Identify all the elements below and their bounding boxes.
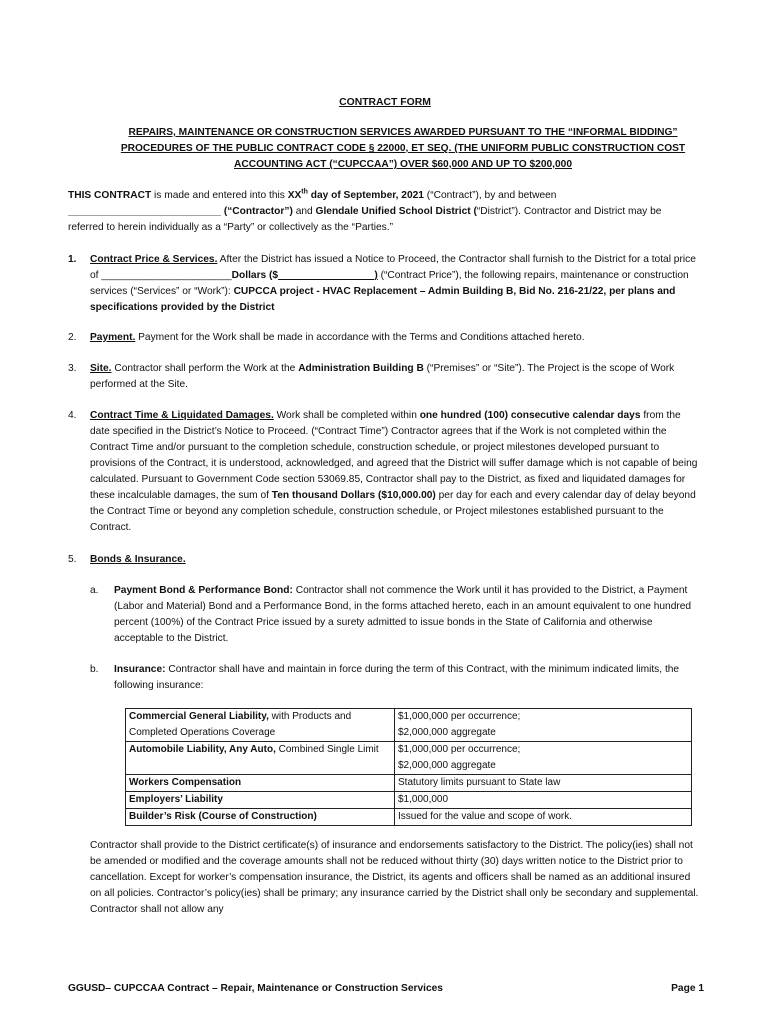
limit-line-1: Statutory limits pursuant to State law bbox=[398, 777, 561, 788]
intro-lead: THIS CONTRACT bbox=[68, 190, 152, 201]
limit-cell bbox=[395, 792, 692, 809]
intro-text-1: is made and entered into this bbox=[151, 190, 288, 201]
limit-line-2: $2,000,000 aggregate bbox=[398, 727, 496, 738]
intro-text-4: “District”). Contractor and District may be referred to herein individually as a “Party” or collectively as the “Parties.” bbox=[68, 206, 662, 233]
section-text-2: (“Premises” or “Site”). The Project is the scope of Work performed at the Site. bbox=[90, 363, 675, 390]
section-4 bbox=[68, 408, 698, 536]
limit-line-1: $1,000,000 per occurrence; bbox=[398, 711, 521, 722]
intro-text-3: and bbox=[292, 206, 316, 217]
limit-line-1: $1,000,000 per occurrence; bbox=[398, 744, 521, 755]
coverage-cell bbox=[126, 792, 395, 809]
section-text-2: from the date specified in the District’s Notice to Proceed. (“Contract Time”) Contractor agrees that if the Work is not completed within the Contract Time and/or pursuant to the completion schedule, construction schedule, or project milestones developed pursuant to provisions of the Contract, it is understood, acknowledged, and agreed that the District will suffer damage which is not capable of being calculated. Pursuant to Government Code section 53069.85, Contractor shall pay to the District, as fixed and liquidated damages for these incalculable damages, the sum of bbox=[90, 410, 698, 501]
contractor-label: (“Contractor”) bbox=[220, 206, 293, 217]
section-number: 1. bbox=[68, 254, 77, 265]
section-number: 3. bbox=[68, 363, 77, 374]
coverage-cell bbox=[126, 709, 395, 742]
price-blank: _______________________ bbox=[101, 270, 232, 281]
table-row bbox=[126, 742, 692, 775]
footer-title: GGUSD– CUPCCAA Contract – Repair, Maintenance or Construction Services bbox=[68, 983, 443, 994]
subsection-5a bbox=[90, 583, 700, 647]
coverage-cell bbox=[126, 809, 395, 826]
table-row bbox=[126, 792, 692, 809]
limit-cell bbox=[395, 742, 692, 775]
contractor-blank: ___________________________ bbox=[68, 206, 221, 217]
day-value: XX bbox=[287, 190, 302, 201]
section-3 bbox=[68, 361, 698, 393]
section-text: Payment for the Work shall be made in accordance with the Terms and Conditions attached hereto. bbox=[135, 332, 585, 343]
coverage-name: Employers’ Liability bbox=[129, 794, 223, 805]
intro-text-2: (“Contract”), by and between bbox=[423, 190, 557, 201]
subsection-heading: Insurance: bbox=[114, 664, 166, 675]
insurance-paragraph: Contractor shall provide to the District certificate(s) of insurance and endorsements satisfactory to the District. The policy(ies) shall not be amended or modified and the coverage amounts shall not be reduced without thirty (30) days written notice to the District prior to cancellation. Except for worker’s compensation insurance, the District, its agents and officers shall be named as an additional insured on all policies. Contractor’s policy(ies) shall be primary; any insurance carried by the District shall only be secondary and supplemental. Contractor shall not allow any bbox=[90, 840, 699, 915]
price-amount-blank: _________________) bbox=[278, 270, 378, 281]
limit-line-2: $2,000,000 aggregate bbox=[398, 760, 496, 771]
section-text: Contractor shall perform the Work at the bbox=[111, 363, 299, 374]
section-text-3: per day for each and every calendar day of delay beyond the Contract Time or beyond any completion schedule, construction schedule, or Project milestones established pursuant to the Contract. bbox=[90, 490, 696, 533]
district-name: Glendale Unified School District ( bbox=[315, 206, 477, 217]
coverage-name: Automobile Liability, Any Auto, bbox=[129, 744, 276, 755]
coverage-name: Commercial General Liability, bbox=[129, 711, 269, 722]
section-number: 4. bbox=[68, 410, 77, 421]
coverage-name: Workers Compensation bbox=[129, 777, 242, 788]
section-number: 5. bbox=[68, 554, 77, 565]
section-text: After the District has issued a Notice to Proceed, the Contractor shall furnish to the District for a total price of bbox=[90, 254, 696, 281]
coverage-name: Builder’s Risk (Course of Construction) bbox=[129, 811, 317, 822]
limit-cell bbox=[395, 809, 692, 826]
table-row bbox=[126, 709, 692, 742]
project-description: CUPCCA project - HVAC Replacement – Admin Building B, Bid No. 216-21/22, per plans and specifications provided by the District bbox=[90, 286, 676, 313]
coverage-detail: Combined Single Limit bbox=[275, 744, 379, 755]
section-heading: Site. bbox=[90, 363, 112, 374]
section-number: 2. bbox=[68, 332, 77, 343]
limit-cell bbox=[395, 709, 692, 742]
section-text-2: (“Contract Price”), the following repairs, maintenance or construction services (“Services” or “Work”): bbox=[90, 270, 689, 297]
dollars-label: Dollars ($ bbox=[231, 270, 279, 281]
day-rest: day of September, 2021 bbox=[307, 190, 424, 201]
subsection-text: Contractor shall not commence the Work until it has provided to the District, a Payment (Labor and Material) Bond and a Performance Bond, in the forms attached hereto, each in an amount equivalent to one hundred percent (100%) of the Contract Price issued by a surety admitted to issue bonds in the State of California and otherwise acceptable to the District. bbox=[114, 585, 692, 644]
coverage-cell bbox=[126, 742, 395, 775]
table-row bbox=[126, 775, 692, 792]
section-text: Work shall be completed within bbox=[273, 410, 420, 421]
subsection-text: Contractor shall have and maintain in force during the term of this Contract, with the minimum indicated limits, the following insurance: bbox=[114, 664, 680, 691]
page-footer bbox=[68, 981, 704, 997]
section-heading: Bonds & Insurance. bbox=[90, 554, 186, 565]
subsection-number: a. bbox=[90, 585, 99, 596]
limit-line-1: Issued for the value and scope of work. bbox=[398, 811, 572, 822]
section-heading: Contract Time & Liquidated Damages. bbox=[90, 410, 274, 421]
limit-line-1: $1,000,000 bbox=[398, 794, 449, 805]
subsection-number: b. bbox=[90, 664, 99, 675]
limit-cell bbox=[395, 775, 692, 792]
coverage-detail: with Products and Completed Operations Coverage bbox=[129, 711, 352, 738]
page-number: Page 1 bbox=[671, 983, 704, 994]
coverage-cell bbox=[126, 775, 395, 792]
document-subtitle: REPAIRS, MAINTENANCE OR CONSTRUCTION SERVICES AWARDED PURSUANT TO THE “INFORMAL BIDDING” PROCEDURES OF THE PUBLIC CONTRACT CODE § 22000, ET SEQ. (THE UNIFORM PUBLIC CONSTRUCTION COST ACCOUNTING ACT (“CUPCCAA”) OVER $60,000 AND UP TO $200,000 bbox=[120, 127, 686, 170]
section-5 bbox=[68, 552, 698, 568]
intro-day bbox=[288, 190, 424, 201]
section-1 bbox=[68, 252, 698, 316]
section-2 bbox=[68, 330, 698, 346]
table-row bbox=[126, 809, 692, 826]
liquidated-amount: Ten thousand Dollars ($10,000.00) bbox=[271, 490, 436, 501]
day-superscript: th bbox=[301, 188, 308, 196]
section-heading: Contract Price & Services. bbox=[90, 254, 218, 265]
contract-days: one hundred (100) consecutive calendar days bbox=[419, 410, 641, 421]
intro-paragraph bbox=[68, 188, 698, 236]
section-heading: Payment. bbox=[90, 332, 136, 343]
subsection-heading: Payment Bond & Performance Bond: bbox=[114, 585, 293, 596]
page-title: CONTRACT FORM bbox=[339, 97, 431, 108]
subsection-5b bbox=[90, 662, 700, 694]
site-name: Administration Building B bbox=[298, 363, 424, 374]
insurance-table bbox=[125, 708, 692, 826]
